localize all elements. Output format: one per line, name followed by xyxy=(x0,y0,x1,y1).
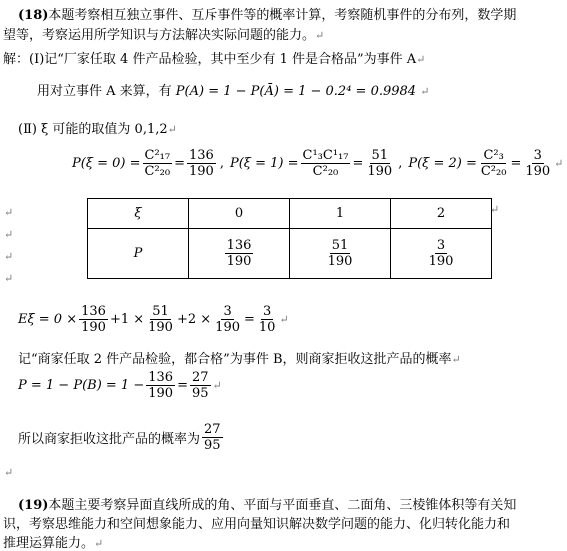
problem-19-number: (19) xyxy=(18,498,49,513)
problem-19-line-3: 推理运算能力。↵ xyxy=(3,536,104,551)
problem-18-line-2: 望等，考察运用所学知识与方法解决实际问题的能力。↵ xyxy=(3,28,325,43)
expectation-formula: Eξ = 0 × $\frac{136}{190}$ +1 × $\frac{51}{190}$ +2 × $\frac{3}{190}$ = $\frac{3}{10}$ ↵ xyxy=(18,304,289,335)
p2-combination: $\frac{\text{C²₃}}{\text{C²₂₀}}$ xyxy=(480,148,507,179)
p0-value: $\frac{136}{190}$ xyxy=(189,148,214,179)
probability-formulas: P(ξ = 0) = $\frac{\text{C²₁₇}}{\text{C²₂₀}}$ = $\frac{136}{190}$ , P(ξ = 1) = $\frac{\text{C¹₃C¹₁₇}}{\text{C²₂₀}}$ = $\frac{51}{190}$ , P(ξ = 2) = $\frac{\text{C²₃}}{\text{C²₂₀}}$ = $\frac{3}{190}$ ↵ xyxy=(72,148,564,179)
problem-19-line-1: (19)本题主要考察异面直线所成的角、平面与平面垂直、二面角、三棱锥体积等有关知 xyxy=(18,498,517,513)
table-cell: 1 xyxy=(290,199,391,229)
table-cell: $\frac{3}{190}$ xyxy=(391,229,492,279)
distribution-table xyxy=(87,198,492,279)
p1-combination: $\frac{\text{C¹₃C¹₁₇}}{\text{C²₂₀}}$ xyxy=(302,148,349,179)
event-b-text: 记“商家任取 2 件产品检验，都合格”为事件 B，则商家拒收这批产品的概率↵ xyxy=(18,352,461,367)
table-cell: 0 xyxy=(189,199,290,229)
conclusion: 所以商家拒收这批产品的概率为 $\frac{27}{95}$ xyxy=(18,422,221,453)
table-cell: P xyxy=(88,229,189,279)
table-row-xi xyxy=(88,199,492,229)
problem-18-line-1: (18)本题考察相互独立事件、互斥事件等的概率计算，考察随机事件的分布列，数学期 xyxy=(18,8,517,23)
part-2-label: (Ⅱ) ξ 可能的取值为 0,1,2↵ xyxy=(18,122,177,137)
rejection-probability-formula: P = 1 − P(B) = 1 − $\frac{136}{190}$ = $\frac{27}{95}$ ↵ xyxy=(18,370,222,401)
table-cell: $\frac{51}{190}$ xyxy=(290,229,391,279)
part-1-label: 解：(Ⅰ)记“厂家任取 4 件产品检验，其中至少有 1 件是合格品”为事件 A↵ xyxy=(3,52,426,67)
part-1-formula: P(A) = 1 − P(Ā) = 1 − 0.2⁴ = 0.9984 xyxy=(175,84,417,99)
problem-19-line-2: 识，考察思维能力和空间想象能力、应用向量知识解决数学问题的能力、化归转化能力和 xyxy=(3,517,511,532)
problem-18-number: (18) xyxy=(18,8,49,23)
table-cell: $\frac{136}{190}$ xyxy=(189,229,290,279)
table-cell: ξ xyxy=(88,199,189,229)
table-row-p xyxy=(88,229,492,279)
p2-value: $\frac{3}{190}$ xyxy=(525,148,551,179)
p1-value: $\frac{51}{190}$ xyxy=(367,148,393,179)
table-cell: 2 xyxy=(391,199,492,229)
part-1-formula-line: 用对立事件 A 来算，有 P(A) = 1 − P(Ā) = 1 − 0.2⁴ = 0.9984 ↵ xyxy=(37,84,430,99)
p0-combination: $\frac{\text{C²₁₇}}{\text{C²₂₀}}$ xyxy=(144,148,171,179)
